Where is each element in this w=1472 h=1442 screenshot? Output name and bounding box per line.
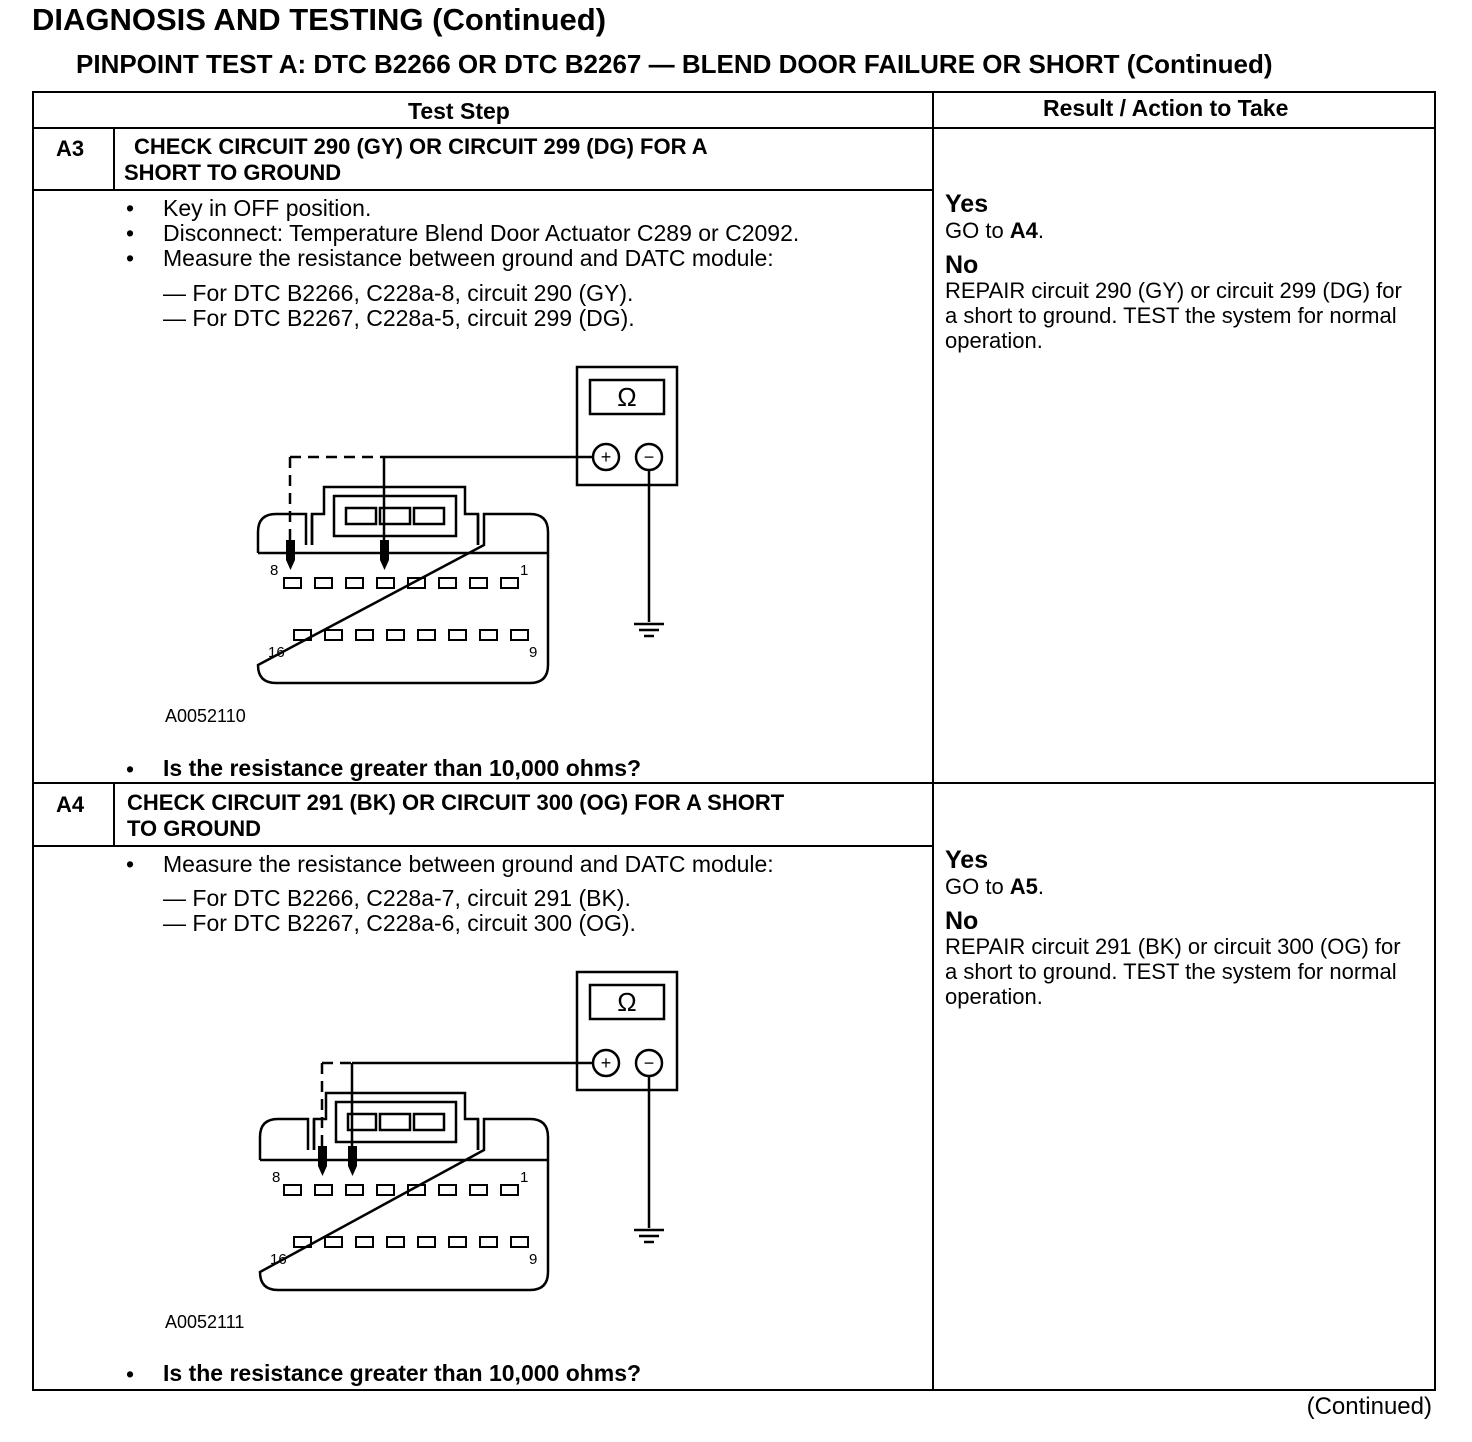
bullet-icon: • [126,851,135,877]
bullet-icon: • [126,245,135,271]
step-id: A3 [56,136,85,161]
sub-item: — For DTC B2267, C228a-6, circuit 300 (OG). [163,910,636,936]
ohm-icon: Ω [617,987,637,1017]
step-title-line2: TO GROUND [127,816,262,841]
yes-label: Yes [945,190,989,218]
figure-id: A0052110 [165,706,246,726]
no-label: No [945,251,979,279]
yes-target: A5 [1009,874,1038,899]
minus-icon: − [643,447,655,467]
no-action: REPAIR circuit 291 (BK) or circuit 300 (OG) for a short to ground. TEST the system for normal operation. [945,934,1401,1009]
bullet-icon: • [126,195,135,221]
step-id: A4 [56,792,85,817]
bullet-icon: • [126,1361,135,1387]
no-action: REPAIR circuit 290 (GY) or circuit 299 (DG) for a short to ground. TEST the system for normal operation. [945,278,1402,353]
step-title-line2: SHORT TO GROUND [124,160,342,185]
question: Is the resistance greater than 10,000 ohms? [163,1360,642,1386]
no-label: No [945,907,979,935]
pin-label: 8 [270,562,279,579]
yes-action: GO to A4. [945,218,1045,243]
plus-icon: + [600,447,612,467]
ohm-icon: Ω [617,382,637,412]
pin-label: 9 [529,1251,538,1268]
sub-item: — For DTC B2266, C228a-7, circuit 291 (BK). [163,885,631,911]
pinpoint-test-title: PINPOINT TEST A: DTC B2266 OR DTC B2267 — BLEND DOOR FAILURE OR SHORT (Continued) [76,49,1273,79]
minus-icon: − [643,1053,655,1073]
step-title-line1: CHECK CIRCUIT 290 (GY) OR CIRCUIT 299 (DG) FOR A [134,134,708,159]
column-header-test-step: Test Step [408,98,510,124]
question: Is the resistance greater than 10,000 ohms? [163,755,642,781]
pin-label: 1 [520,1169,529,1186]
bullet-icon: • [126,220,135,246]
instruction: Key in OFF position. [163,195,372,221]
sub-item: — For DTC B2266, C228a-8, circuit 290 (GY). [163,280,634,306]
yes-action: GO to A5. [945,874,1045,899]
step-title-line1: CHECK CIRCUIT 291 (BK) OR CIRCUIT 300 (OG) FOR A SHORT [127,790,785,815]
instruction: Disconnect: Temperature Blend Door Actuator C289 or C2092. [163,220,800,246]
pin-label: 16 [270,1251,287,1268]
section-title: DIAGNOSIS AND TESTING (Continued) [32,2,607,37]
plus-icon: + [600,1053,612,1073]
sub-item: — For DTC B2267, C228a-5, circuit 299 (DG). [163,305,635,331]
pin-label: 1 [520,562,529,579]
yes-target: A4 [1009,218,1038,243]
instruction: Measure the resistance between ground and DATC module: [163,245,774,271]
pin-label: 16 [268,644,285,661]
pin-label: 9 [529,644,538,661]
instruction: Measure the resistance between ground and DATC module: [163,851,774,877]
continued-footer: (Continued) [1306,1393,1432,1420]
bullet-icon: • [126,756,135,782]
column-header-result: Result / Action to Take [1043,95,1289,121]
pin-label: 8 [272,1169,281,1186]
figure-id: A0052111 [165,1312,245,1332]
yes-label: Yes [945,846,989,874]
